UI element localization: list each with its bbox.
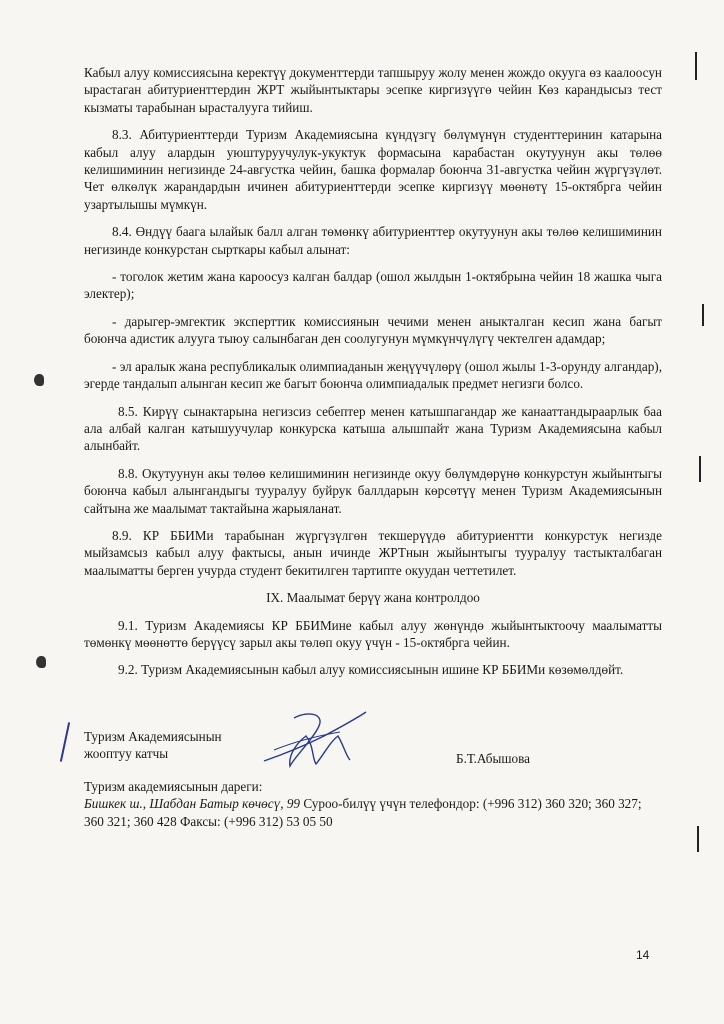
paragraph-intro: Кабыл алуу комиссиясына керектүү документтерди тапшыруу жолу менен жождо окууга өз каалоосун ырастаган абитуриенттердин ЖРТ жыйынтыктары эсепке киргизүүгө чейин Көз карандысыз тест кызматы тарабынан ырасталууга тийиш. [84,65,662,115]
paragraph-8-4: 8.4. Өндүү баага ылайык балл алган төмөнкү абитуриенттер окутуунун акы төлөө келишиминин негизинде конкурстан сырткары кабыл алынат: [84,224,662,257]
address-text [84,795,662,830]
paragraph-8-9: 8.9. КР ББИМи тарабынан жүргүзүлгөн текшерүүдө абитуриентти конкурстук негизде мыйзамсыз кабыл алуу фактысы, анын ичинде ЖРТнын жыйынтыгы тууралуу тастыкталбаган маалыматты берген учурда студент бекитилген тартипте окуудан четтетилет. [84,527,662,578]
page-number: 14 [636,948,650,962]
signer-role-line1: Туризм Академиясынын [84,729,222,744]
address-block [84,778,662,830]
list-item-orphans: - тоголок жетим жана кароосуз калган балдар (ошол жылдын 1-октябрына чейин 18 жашка чыга электер); [84,269,662,302]
paragraph-8-8: 8.8. Окутуунун акы төлөө келишиминин негизинде окуу бөлүмдөрүнө конкурстун жыйынтыгы боюнча кабыл алынгандыгы тууралуу буйрук баллдарын көрсөтүү менен Туризм Академиясынын сайтына же маалымат тактайына жарыяланат. [84,465,662,516]
margin-mark [695,52,697,80]
address-street: Бишкек ш., Шабдан Батыр көчөсү, 99 [84,796,301,812]
list-item-olympiad: - эл аралык жана республикалык олимпиаданын жеңүүчүлөрү (ошол жылы 1-3-орунду алгандар), эгерде тандалып алынган кесип же багыт боюнча олимпиадалык предмет негизги болсо. [84,358,662,392]
punch-hole-mark [34,374,44,386]
margin-mark [702,304,704,326]
address-contacts: Суроо-билүү үчүн телефондор: (+996 312) 360 320; 360 327; 360 321; 360 428 Факсы: (+996 312) 53 05 50 [84,796,642,829]
signer-role-line2: жооптуу катчы [84,746,169,762]
paragraph-9-2: 9.2. Туризм Академиясынын кабыл алуу комиссиясынын ишине КР ББИМи көзөмөлдөйт. [118,662,624,678]
address-label: Туризм академиясынын дареги: [84,779,263,794]
punch-hole-mark [36,656,46,668]
signer-name: Б.Т.Абышова [456,751,530,766]
signer-role [84,728,222,763]
handwritten-signature [254,706,374,776]
paragraph-8-3: 8.3. Абитуриенттерди Туризм Академиясына күндүзгү бөлүмүнүн студенттеринин катарына кабыл алуу алардын уюштуруучулук-укуктук формасына карабастан окутуунун акы төлөө келишиминин негизинде 24-августка чейин, башка формалар боюнча 31-августка чейин жүргүзүлөт. Чет өлкөлүк жарандардын ичинен абитуриенттерди эсепке киргизүү мөөнөтү 15-октябрга чейин узартылышы мүмкүн. [84,127,662,212]
body-text [84,64,662,689]
paragraph-9-1: 9.1. Туризм Академиясы КР ББИМине кабыл алуу жөнүндө жыйынтыктоочу маалыматты төмөнкү мөөнөттө берүүсү зарыл акы төлөп окуу үчүн - 15-октябрга чейин. [84,617,662,650]
list-item-disabled: - дарыгер-эмгектик эксперттик комиссиянын чечими менен аныкталган кесип жана багыт боюнча адистик алууга тыюу салынбаган ден соолугунун мүмкүнчүлүгү чектелген адамдар; [84,313,662,347]
margin-mark [60,722,70,762]
paragraph-8-5: 8.5. Кирүү сынактарына негизсиз себептер менен катышпагандар же канааттандыраарлык баа ала албай калган катышуучулар конкурска катыша алышпайт жана Туризм Академиясына кабыл алынбайт. [84,403,662,454]
margin-mark [699,456,701,482]
margin-mark [697,826,699,852]
section-heading: IX. Маалымат берүү жана контролдоо [266,590,480,606]
